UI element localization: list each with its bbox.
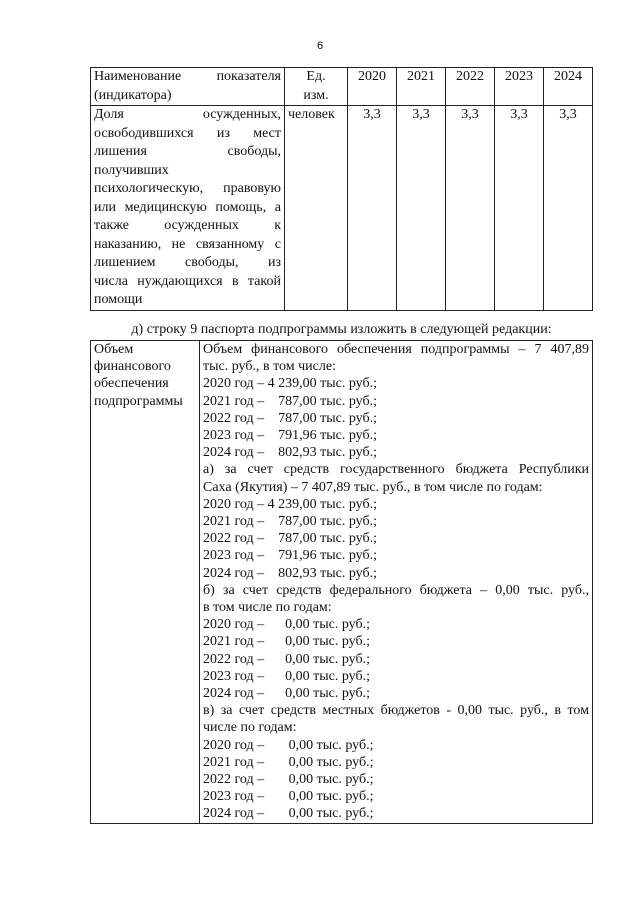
indicator-name-cell xyxy=(91,106,285,311)
indicator-value-2020: 3,3 xyxy=(348,106,397,311)
funding-line: 2023 год – 0,00 тыс. руб.; xyxy=(203,668,370,684)
header-name-line2: (индикатора) xyxy=(94,87,172,103)
funding-line: 2020 год – 4 239,00 тыс. руб.; xyxy=(203,496,377,512)
funding-line: а) за счет средств государственного бюджета Республики xyxy=(203,462,589,478)
subparagraph-instruction: д) строку 9 паспорта подпрограммы изложить в следующей редакции: xyxy=(131,322,552,337)
header-unit-line1: Ед. xyxy=(306,69,326,84)
funding-label-line: Объем xyxy=(94,342,134,357)
indicator-name-line: также осужденных к xyxy=(94,218,281,233)
header-year-2023: 2023 xyxy=(495,68,544,106)
funding-line: 2023 год – 791,96 тыс. руб.; xyxy=(203,548,377,564)
indicator-value-2022: 3,3 xyxy=(446,106,495,311)
page-number: 6 xyxy=(316,40,324,52)
funding-table xyxy=(90,340,593,824)
funding-line: 2024 год – 802,93 тыс. руб.; xyxy=(203,445,377,461)
funding-line: 2024 год – 802,93 тыс. руб.; xyxy=(203,565,377,581)
funding-label-line: финансового xyxy=(94,359,171,375)
funding-line: 2020 год – 0,00 тыс. руб.; xyxy=(203,737,374,753)
funding-label-cell xyxy=(91,341,200,824)
funding-line: 2023 год – 0,00 тыс. руб.; xyxy=(203,789,374,805)
funding-line: числе по годам: xyxy=(203,720,297,736)
indicator-name-line: получивших xyxy=(94,162,169,178)
funding-content-cell xyxy=(200,341,593,824)
indicator-name-line: лишением свободы, из xyxy=(94,255,281,270)
funding-line: 2020 год – 0,00 тыс. руб.; xyxy=(203,617,370,633)
funding-line: 2022 год – 787,00 тыс. руб.; xyxy=(203,410,377,426)
indicator-name-line: наказанию, не связанному с xyxy=(94,236,281,252)
header-year-2022: 2022 xyxy=(446,68,495,106)
indicator-value-2021: 3,3 xyxy=(397,106,446,311)
funding-line: 2021 год – 0,00 тыс. руб.; xyxy=(203,634,370,650)
funding-line: б) за счет средств федерального бюджета – 0,00 тыс. руб., xyxy=(203,582,589,598)
header-year-2021: 2021 xyxy=(397,68,446,106)
indicator-name-line: лишения свободы, xyxy=(94,144,281,159)
header-year-2024: 2024 xyxy=(544,68,593,106)
funding-line: 2022 год – 0,00 тыс. руб.; xyxy=(203,651,370,667)
funding-line: тыс. руб., в том числе: xyxy=(203,359,336,375)
indicator-name-line: освободившихся из мест xyxy=(94,125,281,141)
indicator-name-line: психологическую, правовую xyxy=(94,181,281,196)
funding-line: 2024 год – 0,00 тыс. руб.; xyxy=(203,686,370,702)
indicator-name-line: или медицинскую помощь, а xyxy=(94,199,281,215)
funding-line: 2021 год – 787,00 тыс. руб.; xyxy=(203,514,377,530)
header-unit xyxy=(285,68,348,106)
funding-line: 2023 год – 791,96 тыс. руб.; xyxy=(203,428,377,444)
indicator-name-line: числа нуждающихся в такой xyxy=(94,273,281,289)
funding-line: в) за счет средств местных бюджетов - 0,00 тыс. руб., в том xyxy=(203,703,589,719)
indicator-unit: человек xyxy=(285,106,348,311)
indicator-header-row xyxy=(91,68,593,106)
indicator-value-2023: 3,3 xyxy=(495,106,544,311)
funding-line: в том числе по годам: xyxy=(203,600,332,616)
funding-label-line: обеспечения xyxy=(94,376,169,392)
funding-line: Объем финансового обеспечения подпрограммы – 7 407,89 xyxy=(203,342,589,357)
header-indicator-name xyxy=(91,68,285,106)
funding-label-line: подпрограммы xyxy=(94,393,183,409)
funding-line: 2022 год – 787,00 тыс. руб.; xyxy=(203,531,377,547)
funding-row xyxy=(91,341,593,824)
funding-line: Саха (Якутия) – 7 407,89 тыс. руб., в том числе по годам: xyxy=(203,479,543,495)
funding-line: 2020 год – 4 239,00 тыс. руб.; xyxy=(203,376,377,392)
indicator-name-line: помощи xyxy=(94,292,143,307)
indicator-table xyxy=(90,67,593,311)
funding-line: 2022 год – 0,00 тыс. руб.; xyxy=(203,772,374,788)
indicator-data-row xyxy=(91,106,593,311)
funding-line: 2024 год – 0,00 тыс. руб.; xyxy=(203,806,374,822)
header-year-2020: 2020 xyxy=(348,68,397,106)
funding-line: 2021 год – 787,00 тыс. руб.; xyxy=(203,393,377,409)
header-unit-line2: изм. xyxy=(303,87,329,103)
header-name-line1: Наименование показателя xyxy=(94,69,281,84)
funding-line: 2021 год – 0,00 тыс. руб.; xyxy=(203,754,374,770)
indicator-value-2024: 3,3 xyxy=(544,106,593,311)
indicator-name-line: Доля осужденных, xyxy=(94,107,281,122)
